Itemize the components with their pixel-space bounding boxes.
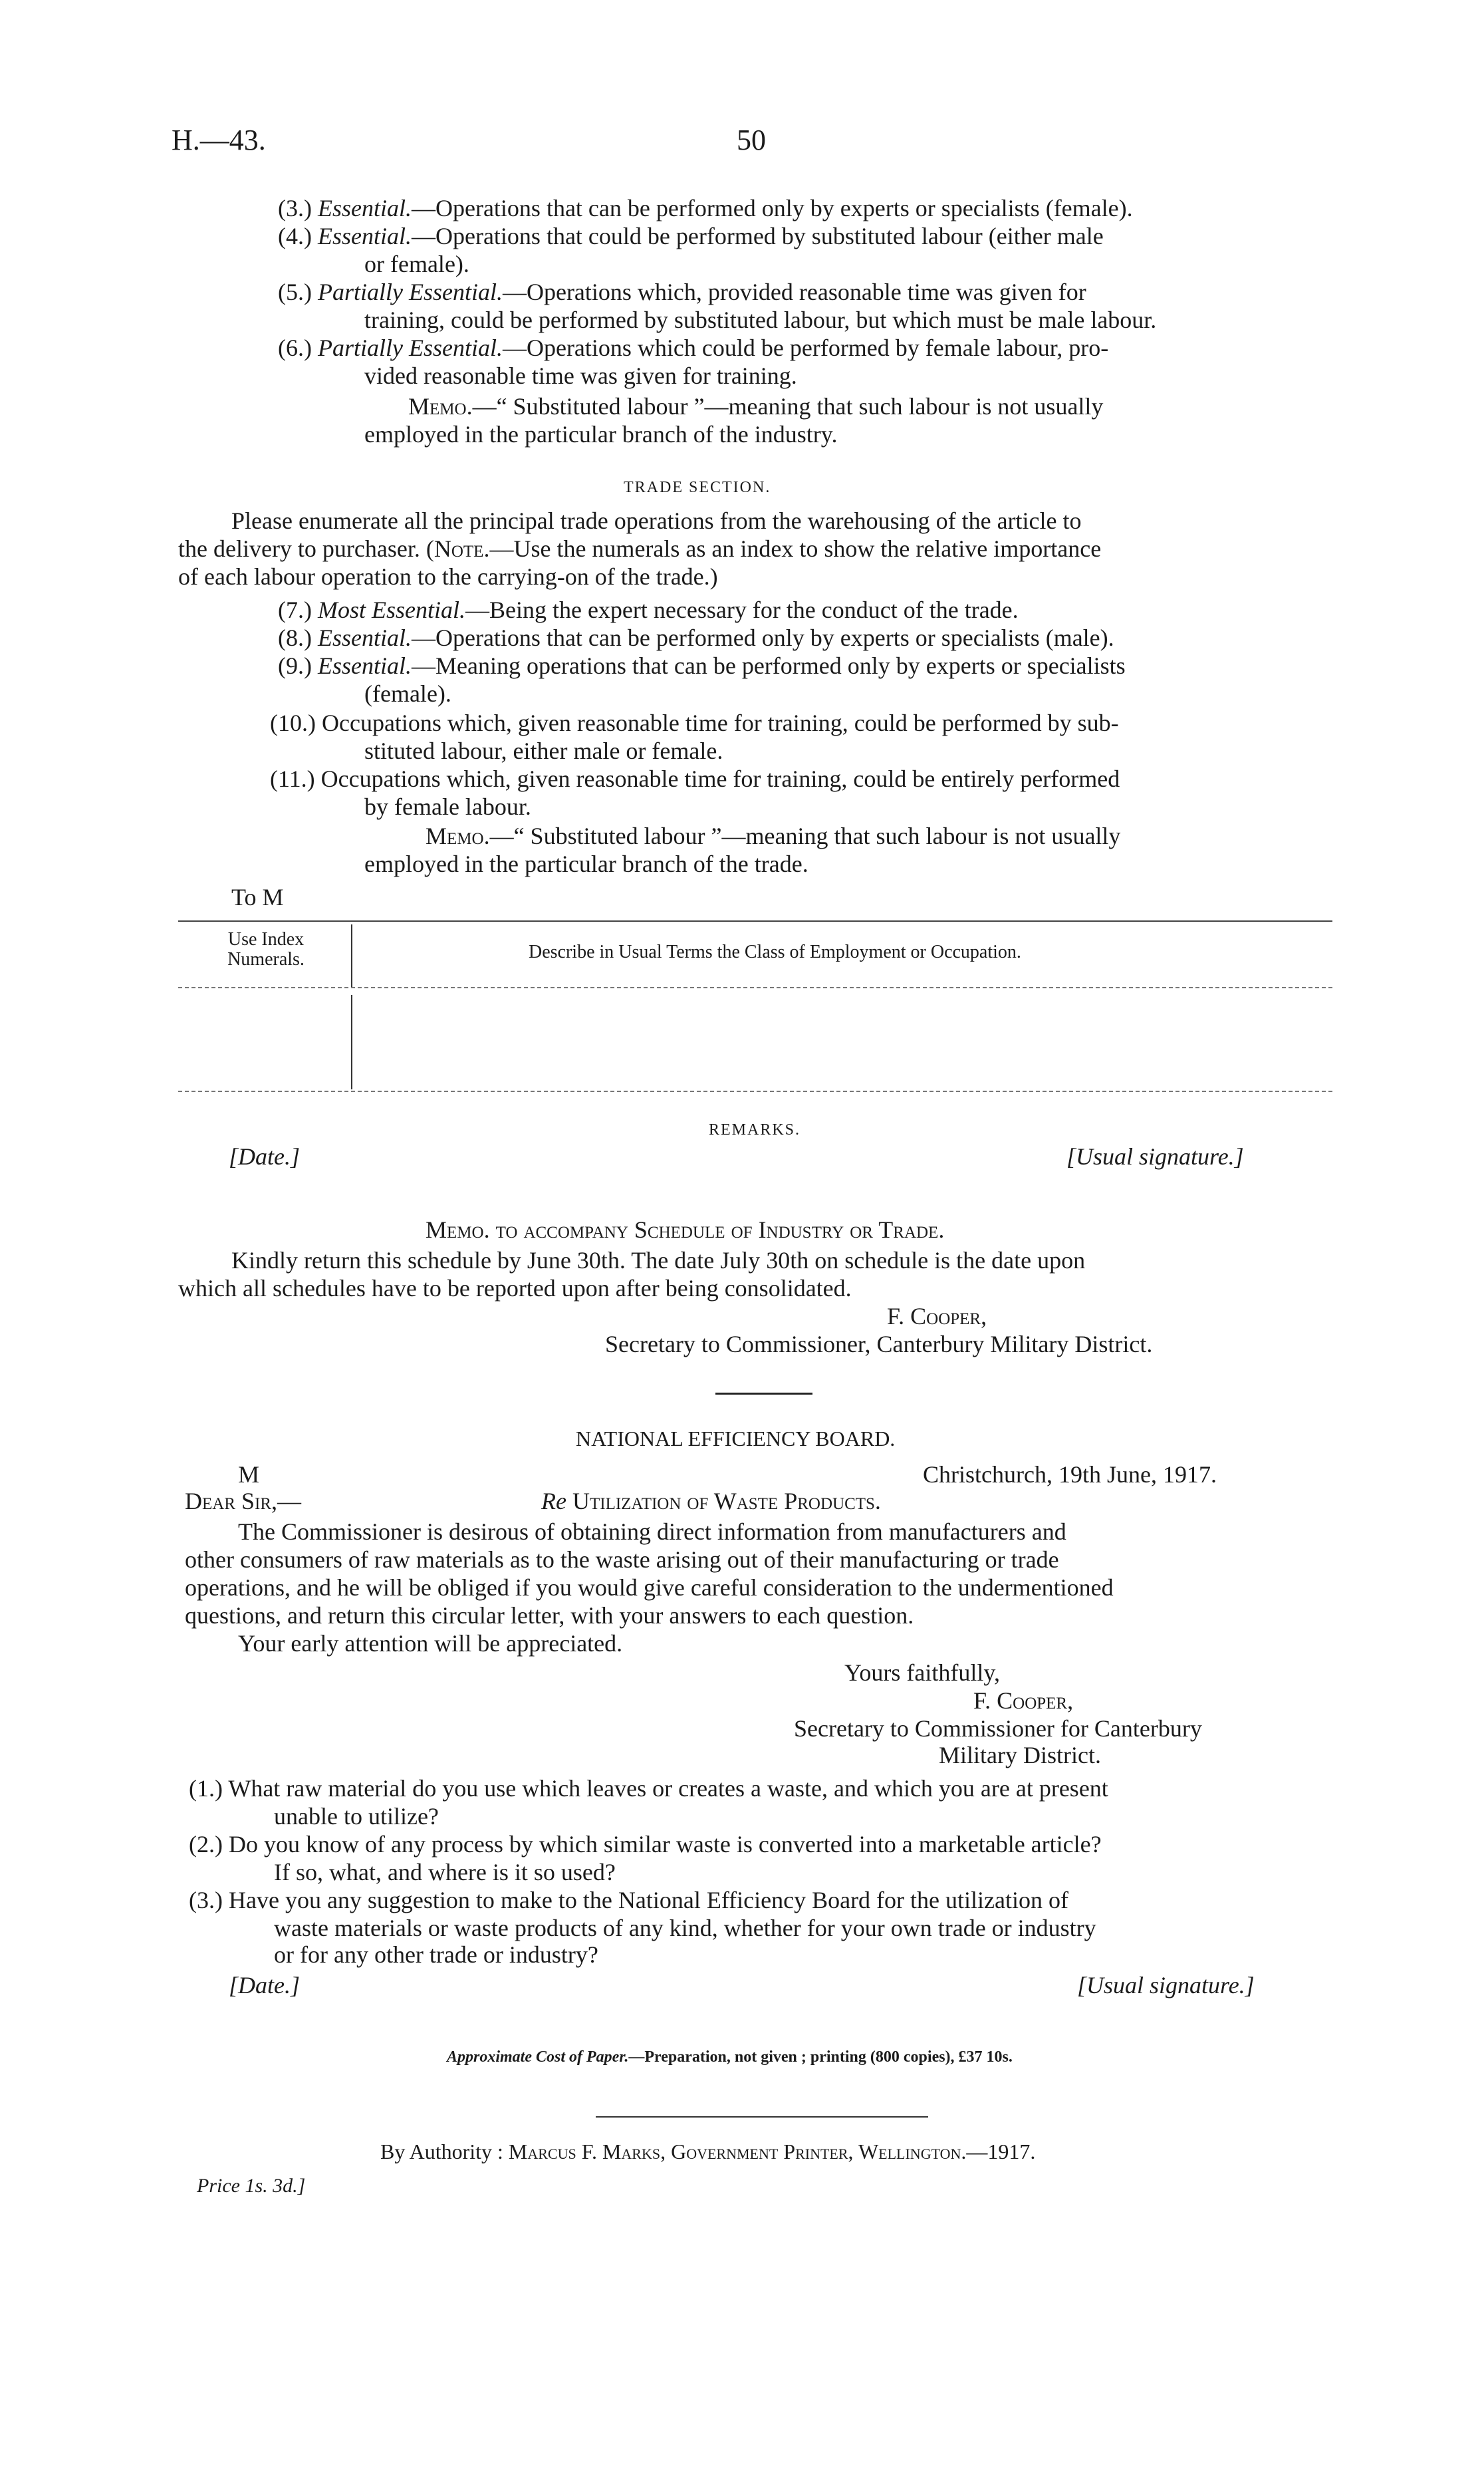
letter-subject bbox=[541, 1487, 881, 1515]
list-item-8 bbox=[278, 624, 1114, 652]
item-text: —Operations that can be performed only by experts or specialists (female). bbox=[411, 195, 1133, 221]
item-text: —Being the expert necessary for the conduct of the trade. bbox=[465, 597, 1019, 623]
question-text: Have you any suggestion to make to the National Efficiency Board for the utilization of bbox=[228, 1887, 1068, 1913]
memo-schedule-signature-name: F. Cooper, bbox=[887, 1303, 987, 1329]
list-item-9 bbox=[278, 652, 1126, 680]
section-heading-trade: TRADE SECTION. bbox=[624, 479, 771, 496]
list-item-4 bbox=[278, 222, 1104, 250]
item-number: (9.) bbox=[278, 652, 312, 679]
memo-text: —“ Substituted labour ”—meaning that such labour is not usually bbox=[472, 393, 1104, 420]
page-number: 50 bbox=[737, 124, 766, 156]
item-text: —Meaning operations that can be performed only by experts or specialists bbox=[411, 652, 1126, 679]
letter-salutation: Dear Sir,— bbox=[185, 1488, 302, 1514]
question-1-continuation: unable to utilize? bbox=[274, 1803, 439, 1830]
question-1 bbox=[189, 1774, 1108, 1802]
item-text: —Operations that could be performed by substituted labour (either male bbox=[411, 223, 1104, 249]
trade-intro-line3: of each labour operation to the carrying-on of the trade.) bbox=[178, 563, 718, 590]
memo-industry-continuation: employed in the particular branch of the industry. bbox=[364, 421, 838, 448]
memo-text: —“ Substituted labour ”—meaning that such labour is not usually bbox=[489, 823, 1121, 849]
letter-body-line5: Your early attention will be appreciated. bbox=[238, 1630, 623, 1657]
letter-signature-placeholder: [Usual signature.] bbox=[1077, 1972, 1255, 1999]
item-label: Essential. bbox=[317, 652, 412, 679]
letter-body-line3: operations, and he will be obliged if you would give careful consideration to the undermentioned bbox=[185, 1574, 1114, 1601]
question-2-continuation: If so, what, and where is it so used? bbox=[274, 1859, 616, 1885]
column-header-index-line2: Numerals. bbox=[227, 949, 305, 970]
item-number: (6.) bbox=[278, 335, 312, 361]
item-number: (5.) bbox=[278, 279, 312, 305]
question-3-continuation-1: waste materials or waste products of any kind, whether for your own trade or industry bbox=[274, 1915, 1096, 1941]
item-number: (7.) bbox=[278, 597, 312, 623]
item-text: —Operations that can be performed only by experts or specialists (male). bbox=[411, 624, 1114, 651]
question-text: Do you know of any process by which similar waste is converted into a marketable article? bbox=[228, 1831, 1102, 1858]
authority-label: By Authority : bbox=[380, 2139, 503, 2163]
item-label: Essential. bbox=[317, 195, 412, 221]
list-item-11 bbox=[270, 765, 1120, 793]
letter-body-line4: questions, and return this circular letter, with your answers to each question. bbox=[185, 1602, 914, 1629]
letter-closing: Yours faithfully, bbox=[844, 1659, 1001, 1686]
list-item-4-continuation: or female). bbox=[364, 251, 469, 277]
list-item-5 bbox=[278, 278, 1086, 306]
memo-schedule-line2: which all schedules have to be reported upon after being consolidated. bbox=[178, 1275, 852, 1302]
letter-board-heading: NATIONAL EFFICIENCY BOARD. bbox=[576, 1427, 896, 1450]
table-header-rule bbox=[178, 987, 1332, 988]
list-item-7 bbox=[278, 596, 1019, 624]
memo-industry bbox=[408, 392, 1103, 420]
item-label: Essential. bbox=[317, 624, 412, 651]
item-text: Occupations which, given reasonable time for training, could be entirely performed bbox=[320, 765, 1120, 792]
item-label: Partially Essential. bbox=[317, 335, 503, 361]
item-number: (8.) bbox=[278, 624, 312, 651]
item-text: Occupations which, given reasonable time for training, could be performed by sub- bbox=[321, 710, 1119, 736]
memo-label: Memo. bbox=[426, 823, 490, 849]
letter-signature-title-line2: Military District. bbox=[939, 1742, 1101, 1768]
item-number: (4.) bbox=[278, 223, 312, 249]
memo-schedule-line1: Kindly return this schedule by June 30th. The date July 30th on schedule is the date upon bbox=[231, 1247, 1086, 1274]
memo-label: Memo. bbox=[408, 393, 473, 420]
question-number: (3.) bbox=[189, 1887, 223, 1913]
letter-signature-title-line1: Secretary to Commissioner for Canterbury bbox=[794, 1715, 1202, 1742]
subject-text: Utilization of Waste Products. bbox=[572, 1488, 881, 1514]
table-bottom-rule bbox=[178, 1091, 1332, 1092]
question-number: (1.) bbox=[189, 1775, 223, 1802]
schedule-signature-placeholder: [Usual signature.] bbox=[1066, 1143, 1244, 1170]
trade-intro-line1: Please enumerate all the principal trade operations from the warehousing of the article to bbox=[231, 507, 1082, 534]
document-reference: H.—43. bbox=[172, 124, 266, 156]
price-note: Price 1s. 3d.] bbox=[197, 2175, 306, 2197]
memo-schedule-heading: Memo. to accompany Schedule of Industry or Trade. bbox=[426, 1216, 945, 1243]
question-text: What raw material do you use which leaves or creates a waste, and which you are at present bbox=[228, 1775, 1108, 1802]
printer-text: Marcus F. Marks, Government Printer, Wellington.—1917. bbox=[508, 2139, 1036, 2163]
item-label: Most Essential. bbox=[317, 597, 465, 623]
list-item-3 bbox=[278, 194, 1133, 222]
trade-intro-line2 bbox=[178, 535, 1101, 563]
intro-text: —Use the numerals as an index to show the relative importance bbox=[489, 535, 1102, 562]
table-top-rule bbox=[178, 920, 1332, 922]
question-3 bbox=[189, 1886, 1068, 1914]
letter-body-line1: The Commissioner is desirous of obtaining direct information from manufacturers and bbox=[238, 1518, 1066, 1545]
item-label: Essential. bbox=[317, 223, 412, 249]
item-number: (10.) bbox=[270, 710, 316, 736]
item-text: —Operations which could be performed by female labour, pro- bbox=[502, 335, 1109, 361]
table-column-divider-header bbox=[351, 924, 352, 988]
memo-trade bbox=[426, 822, 1120, 850]
column-header-description: Describe in Usual Terms the Class of Employment or Occupation. bbox=[529, 942, 1021, 962]
list-item-6-continuation: vided reasonable time was given for training. bbox=[364, 362, 797, 389]
column-header-index-line1: Use Index bbox=[227, 929, 305, 950]
list-item-6 bbox=[278, 334, 1108, 362]
list-item-10 bbox=[270, 709, 1119, 737]
memo-schedule-signature-title: Secretary to Commissioner, Canterbury Military District. bbox=[605, 1331, 1153, 1357]
question-3-continuation-2: or for any other trade or industry? bbox=[274, 1941, 598, 1968]
list-item-5-continuation: training, could be performed by substituted labour, but which must be male labour. bbox=[364, 307, 1157, 333]
cost-label: Approximate Cost of Paper. bbox=[447, 2048, 629, 2066]
table-column-divider-body bbox=[351, 995, 352, 1089]
item-label: Partially Essential. bbox=[317, 279, 503, 305]
item-number: (11.) bbox=[270, 765, 315, 792]
question-number: (2.) bbox=[189, 1831, 223, 1858]
imprint-line bbox=[380, 2137, 1035, 2165]
column-header-index bbox=[206, 930, 326, 970]
cost-text: —Preparation, not given ; printing (800 copies), £37 10s. bbox=[628, 2048, 1013, 2066]
cost-of-paper-note bbox=[447, 2048, 1013, 2066]
item-number: (3.) bbox=[278, 195, 312, 221]
letter-place-date: Christchurch, 19th June, 1917. bbox=[923, 1461, 1217, 1488]
footer-rule bbox=[596, 2116, 928, 2118]
question-2 bbox=[189, 1830, 1102, 1858]
list-item-11-continuation: by female labour. bbox=[364, 793, 531, 820]
section-divider bbox=[715, 1393, 812, 1395]
list-item-10-continuation: stituted labour, either male or female. bbox=[364, 738, 723, 764]
letter-signature-name: F. Cooper, bbox=[973, 1687, 1074, 1714]
subject-re-label: Re bbox=[541, 1488, 566, 1514]
letter-date-placeholder: [Date.] bbox=[229, 1972, 300, 1999]
intro-text: the delivery to purchaser. ( bbox=[178, 535, 434, 562]
letter-addressee: M bbox=[238, 1461, 260, 1488]
schedule-date-placeholder: [Date.] bbox=[229, 1143, 300, 1170]
memo-trade-continuation: employed in the particular branch of the trade. bbox=[364, 851, 808, 877]
item-text: —Operations which, provided reasonable time was given for bbox=[502, 279, 1086, 305]
remarks-heading: REMARKS. bbox=[709, 1121, 801, 1139]
note-label: Note. bbox=[433, 535, 490, 562]
to-addressee: To M bbox=[231, 884, 284, 910]
list-item-9-continuation: (female). bbox=[364, 680, 451, 707]
letter-body-line2: other consumers of raw materials as to the waste arising out of their manufacturing or trade bbox=[185, 1546, 1059, 1573]
